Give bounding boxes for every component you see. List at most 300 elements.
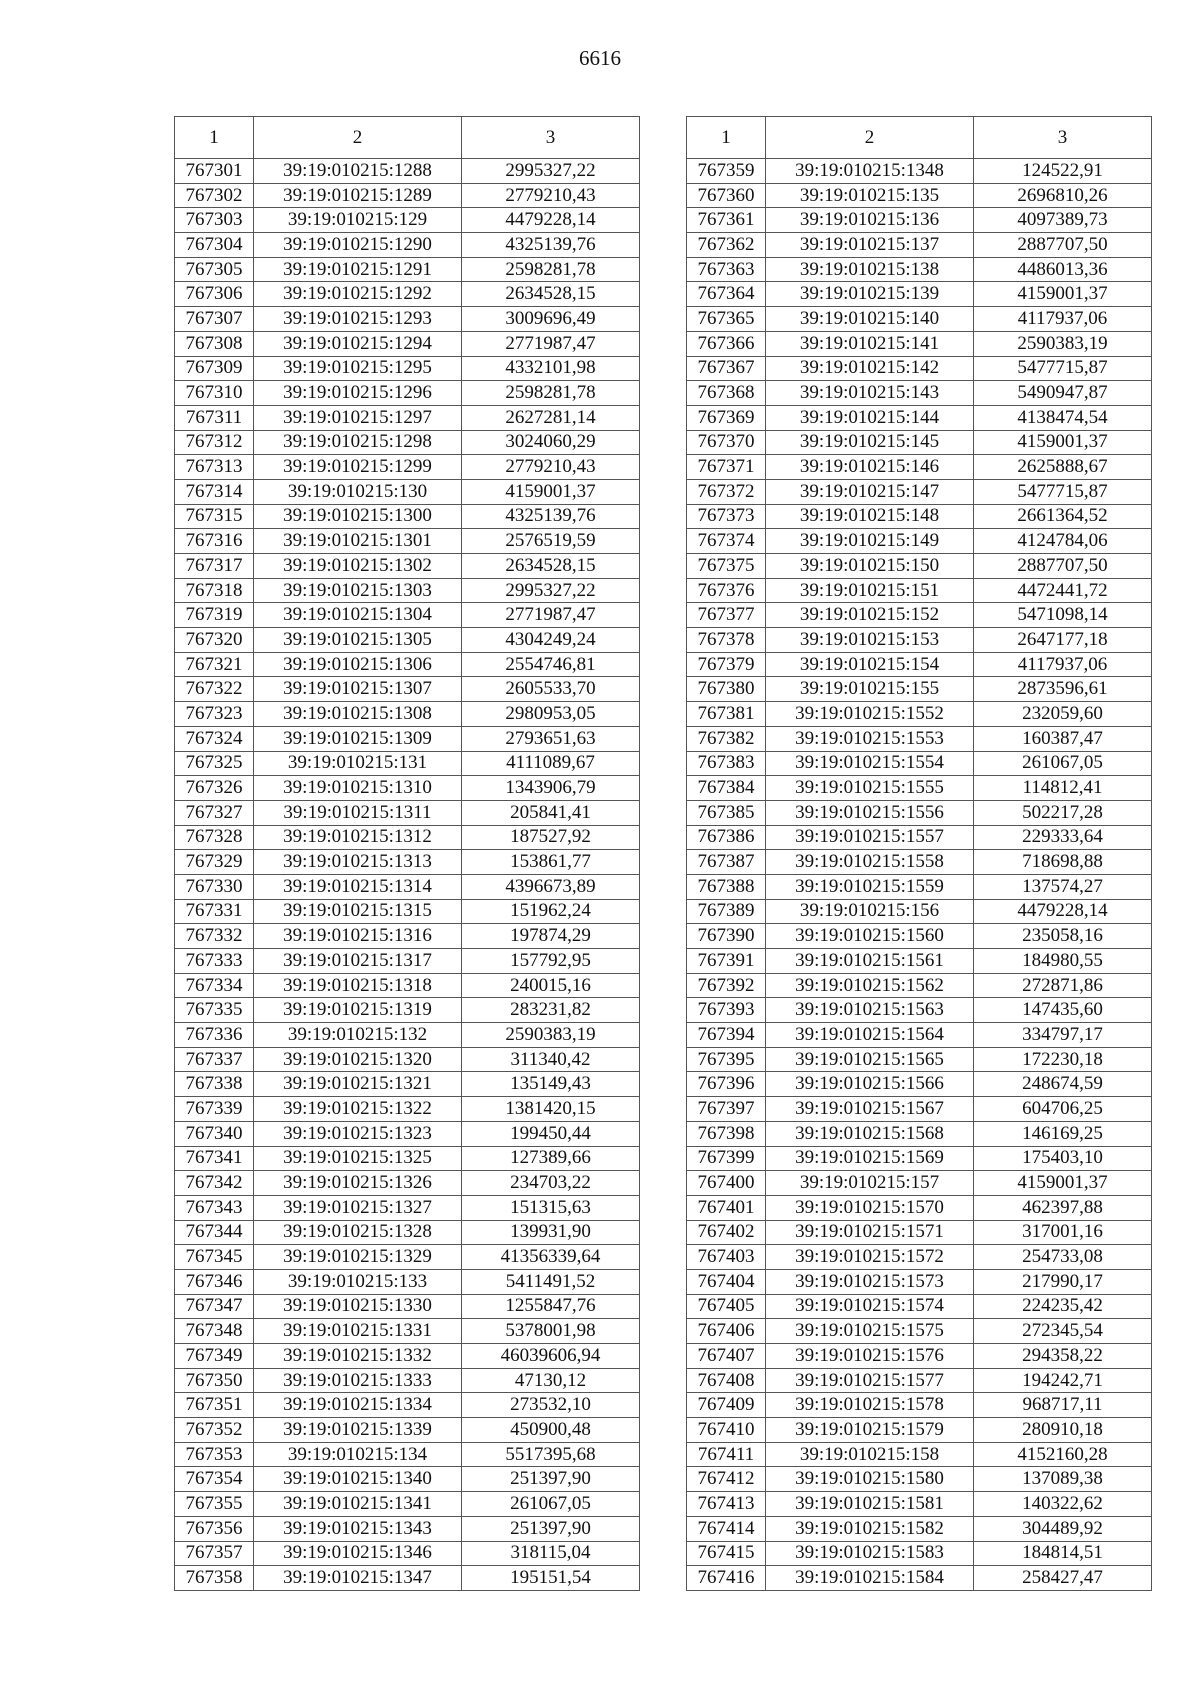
cadastral-number-cell: 39:19:010215:1339 [254, 1418, 462, 1443]
cadastral-number-cell: 39:19:010215:134 [254, 1442, 462, 1467]
row-number-cell: 767360 [687, 183, 766, 208]
value-cell: 4304249,24 [462, 628, 640, 653]
cadastral-number-cell: 39:19:010215:130 [254, 479, 462, 504]
row-number-cell: 767335 [175, 998, 254, 1023]
table-row [175, 726, 640, 751]
table-row [175, 1171, 640, 1196]
value-cell: 2554746,81 [462, 652, 640, 677]
value-cell: 184980,55 [974, 949, 1152, 974]
row-number-cell: 767401 [687, 1195, 766, 1220]
row-number-cell: 767348 [175, 1319, 254, 1344]
value-cell: 3009696,49 [462, 307, 640, 332]
row-number-cell: 767351 [175, 1393, 254, 1418]
table-row [687, 233, 1152, 258]
cadastral-number-cell: 39:19:010215:1289 [254, 183, 462, 208]
value-cell: 280910,18 [974, 1418, 1152, 1443]
value-cell: 197874,29 [462, 924, 640, 949]
table-row [687, 1097, 1152, 1122]
row-number-cell: 767334 [175, 973, 254, 998]
row-number-cell: 767392 [687, 973, 766, 998]
table-row [175, 1146, 640, 1171]
value-cell: 4159001,37 [974, 430, 1152, 455]
value-cell: 4159001,37 [974, 282, 1152, 307]
table-row [175, 183, 640, 208]
cadastral-number-cell: 39:19:010215:1563 [766, 998, 974, 1023]
cadastral-number-cell: 39:19:010215:1579 [766, 1418, 974, 1443]
table-row [687, 1492, 1152, 1517]
value-cell: 234703,22 [462, 1171, 640, 1196]
row-number-cell: 767301 [175, 159, 254, 184]
row-number-cell: 767397 [687, 1097, 766, 1122]
value-cell: 258427,47 [974, 1566, 1152, 1591]
value-cell: 2771987,47 [462, 331, 640, 356]
table-row [687, 1023, 1152, 1048]
cadastral-number-cell: 39:19:010215:1292 [254, 282, 462, 307]
row-number-cell: 767410 [687, 1418, 766, 1443]
value-cell: 318115,04 [462, 1541, 640, 1566]
cadastral-number-cell: 39:19:010215:1574 [766, 1294, 974, 1319]
row-number-cell: 767316 [175, 529, 254, 554]
table-row [175, 1566, 640, 1591]
row-number-cell: 767330 [175, 874, 254, 899]
value-cell: 2598281,78 [462, 257, 640, 282]
value-cell: 2873596,61 [974, 677, 1152, 702]
table-row [687, 1418, 1152, 1443]
row-number-cell: 767304 [175, 233, 254, 258]
cadastral-number-cell: 39:19:010215:1584 [766, 1566, 974, 1591]
value-cell: 137574,27 [974, 874, 1152, 899]
cadastral-number-cell: 39:19:010215:1346 [254, 1541, 462, 1566]
value-cell: 5477715,87 [974, 356, 1152, 381]
value-cell: 235058,16 [974, 924, 1152, 949]
row-number-cell: 767412 [687, 1467, 766, 1492]
row-number-cell: 767328 [175, 825, 254, 850]
table-row [175, 1319, 640, 1344]
row-number-cell: 767332 [175, 924, 254, 949]
value-cell: 114812,41 [974, 776, 1152, 801]
value-cell: 604706,25 [974, 1097, 1152, 1122]
cadastral-number-cell: 39:19:010215:1566 [766, 1072, 974, 1097]
row-number-cell: 767416 [687, 1566, 766, 1591]
row-number-cell: 767366 [687, 331, 766, 356]
value-cell: 272345,54 [974, 1319, 1152, 1344]
row-number-cell: 767402 [687, 1220, 766, 1245]
table-row [175, 529, 640, 554]
value-cell: 502217,28 [974, 800, 1152, 825]
table-row [175, 1121, 640, 1146]
row-number-cell: 767336 [175, 1023, 254, 1048]
table-row [687, 1393, 1152, 1418]
row-number-cell: 767398 [687, 1121, 766, 1146]
column-header-3: 3 [462, 117, 640, 159]
table-row [175, 825, 640, 850]
cadastral-number-cell: 39:19:010215:1318 [254, 973, 462, 998]
value-cell: 217990,17 [974, 1269, 1152, 1294]
table-row [687, 1220, 1152, 1245]
value-cell: 1255847,76 [462, 1294, 640, 1319]
value-cell: 2779210,43 [462, 183, 640, 208]
value-cell: 137089,38 [974, 1467, 1152, 1492]
table-row [175, 1393, 640, 1418]
table-row [175, 455, 640, 480]
row-number-cell: 767331 [175, 899, 254, 924]
row-number-cell: 767408 [687, 1368, 766, 1393]
cadastral-number-cell: 39:19:010215:1288 [254, 159, 462, 184]
row-number-cell: 767361 [687, 208, 766, 233]
cadastral-number-cell: 39:19:010215:1332 [254, 1344, 462, 1369]
cadastral-number-cell: 39:19:010215:1568 [766, 1121, 974, 1146]
table-row [175, 282, 640, 307]
cadastral-number-cell: 39:19:010215:158 [766, 1442, 974, 1467]
cadastral-number-cell: 39:19:010215:1297 [254, 405, 462, 430]
row-number-cell: 767394 [687, 1023, 766, 1048]
value-cell: 199450,44 [462, 1121, 640, 1146]
row-number-cell: 767347 [175, 1294, 254, 1319]
row-number-cell: 767378 [687, 628, 766, 653]
cadastral-number-cell: 39:19:010215:1567 [766, 1097, 974, 1122]
cadastral-number-cell: 39:19:010215:1320 [254, 1047, 462, 1072]
row-number-cell: 767381 [687, 702, 766, 727]
table-row [687, 455, 1152, 480]
table-row [175, 628, 640, 653]
cadastral-number-cell: 39:19:010215:1328 [254, 1220, 462, 1245]
table-row [175, 381, 640, 406]
row-number-cell: 767409 [687, 1393, 766, 1418]
cadastral-number-cell: 39:19:010215:1557 [766, 825, 974, 850]
row-number-cell: 767396 [687, 1072, 766, 1097]
value-cell: 187527,92 [462, 825, 640, 850]
row-number-cell: 767337 [175, 1047, 254, 1072]
cadastral-number-cell: 39:19:010215:143 [766, 381, 974, 406]
cadastral-number-cell: 39:19:010215:1298 [254, 430, 462, 455]
cadastral-number-cell: 39:19:010215:1565 [766, 1047, 974, 1072]
value-cell: 124522,91 [974, 159, 1152, 184]
value-cell: 450900,48 [462, 1418, 640, 1443]
cadastral-number-cell: 39:19:010215:1321 [254, 1072, 462, 1097]
row-number-cell: 767327 [175, 800, 254, 825]
row-number-cell: 767405 [687, 1294, 766, 1319]
value-cell: 5471098,14 [974, 603, 1152, 628]
table-right-header [687, 117, 1152, 159]
table-row [175, 1541, 640, 1566]
table-row [687, 702, 1152, 727]
cadastral-number-cell: 39:19:010215:149 [766, 529, 974, 554]
cadastral-number-cell: 39:19:010215:138 [766, 257, 974, 282]
cadastral-number-cell: 39:19:010215:1301 [254, 529, 462, 554]
cadastral-number-cell: 39:19:010215:136 [766, 208, 974, 233]
cadastral-number-cell: 39:19:010215:1325 [254, 1146, 462, 1171]
value-cell: 151962,24 [462, 899, 640, 924]
value-cell: 41356339,64 [462, 1245, 640, 1270]
value-cell: 151315,63 [462, 1195, 640, 1220]
value-cell: 2634528,15 [462, 282, 640, 307]
cadastral-number-cell: 39:19:010215:154 [766, 652, 974, 677]
value-cell: 147435,60 [974, 998, 1152, 1023]
cadastral-number-cell: 39:19:010215:151 [766, 578, 974, 603]
cadastral-number-cell: 39:19:010215:1580 [766, 1467, 974, 1492]
table-row [175, 1442, 640, 1467]
table-left-body [175, 159, 640, 1591]
value-cell: 3024060,29 [462, 430, 640, 455]
cadastral-number-cell: 39:19:010215:1329 [254, 1245, 462, 1270]
value-cell: 135149,43 [462, 1072, 640, 1097]
row-number-cell: 767329 [175, 850, 254, 875]
row-number-cell: 767368 [687, 381, 766, 406]
row-number-cell: 767375 [687, 554, 766, 579]
table-row [687, 504, 1152, 529]
value-cell: 5477715,87 [974, 479, 1152, 504]
table-row [687, 356, 1152, 381]
row-number-cell: 767395 [687, 1047, 766, 1072]
value-cell: 4124784,06 [974, 529, 1152, 554]
value-cell: 153861,77 [462, 850, 640, 875]
row-number-cell: 767315 [175, 504, 254, 529]
table-left [174, 116, 640, 1591]
table-row [175, 998, 640, 1023]
row-number-cell: 767370 [687, 430, 766, 455]
table-row [687, 1319, 1152, 1344]
value-cell: 4159001,37 [462, 479, 640, 504]
cadastral-number-cell: 39:19:010215:132 [254, 1023, 462, 1048]
cadastral-number-cell: 39:19:010215:1554 [766, 751, 974, 776]
table-row [175, 1368, 640, 1393]
value-cell: 4152160,28 [974, 1442, 1152, 1467]
row-number-cell: 767403 [687, 1245, 766, 1270]
cadastral-number-cell: 39:19:010215:1341 [254, 1492, 462, 1517]
cadastral-number-cell: 39:19:010215:1333 [254, 1368, 462, 1393]
cadastral-number-cell: 39:19:010215:140 [766, 307, 974, 332]
value-cell: 157792,95 [462, 949, 640, 974]
value-cell: 2779210,43 [462, 455, 640, 480]
table-row [687, 307, 1152, 332]
row-number-cell: 767358 [175, 1566, 254, 1591]
table-row [175, 257, 640, 282]
cadastral-number-cell: 39:19:010215:135 [766, 183, 974, 208]
value-cell: 2995327,22 [462, 159, 640, 184]
table-row [175, 924, 640, 949]
value-cell: 4097389,73 [974, 208, 1152, 233]
cadastral-number-cell: 39:19:010215:1582 [766, 1516, 974, 1541]
row-number-cell: 767380 [687, 677, 766, 702]
row-number-cell: 767386 [687, 825, 766, 850]
row-number-cell: 767400 [687, 1171, 766, 1196]
cadastral-number-cell: 39:19:010215:1317 [254, 949, 462, 974]
value-cell: 2771987,47 [462, 603, 640, 628]
value-cell: 272871,86 [974, 973, 1152, 998]
table-row [175, 331, 640, 356]
cadastral-number-cell: 39:19:010215:1343 [254, 1516, 462, 1541]
value-cell: 2598281,78 [462, 381, 640, 406]
cadastral-number-cell: 39:19:010215:1572 [766, 1245, 974, 1270]
cadastral-number-cell: 39:19:010215:1578 [766, 1393, 974, 1418]
table-row [175, 1245, 640, 1270]
value-cell: 4486013,36 [974, 257, 1152, 282]
row-number-cell: 767364 [687, 282, 766, 307]
page-number: 6616 [579, 46, 621, 70]
cadastral-number-cell: 39:19:010215:1562 [766, 973, 974, 998]
row-number-cell: 767379 [687, 652, 766, 677]
row-number-cell: 767367 [687, 356, 766, 381]
value-cell: 311340,42 [462, 1047, 640, 1072]
table-row [175, 677, 640, 702]
cadastral-number-cell: 39:19:010215:139 [766, 282, 974, 307]
cadastral-number-cell: 39:19:010215:1577 [766, 1368, 974, 1393]
value-cell: 4138474,54 [974, 405, 1152, 430]
value-cell: 251397,90 [462, 1516, 640, 1541]
table-row [175, 899, 640, 924]
table-row [175, 800, 640, 825]
row-number-cell: 767320 [175, 628, 254, 653]
value-cell: 127389,66 [462, 1146, 640, 1171]
value-cell: 1343906,79 [462, 776, 640, 801]
table-row [687, 1566, 1152, 1591]
cadastral-number-cell: 39:19:010215:147 [766, 479, 974, 504]
row-number-cell: 767350 [175, 1368, 254, 1393]
value-cell: 718698,88 [974, 850, 1152, 875]
table-right [686, 116, 1152, 1591]
table-row [687, 1269, 1152, 1294]
table-row [175, 949, 640, 974]
cadastral-number-cell: 39:19:010215:1307 [254, 677, 462, 702]
table-row [175, 1023, 640, 1048]
cadastral-number-cell: 39:19:010215:1290 [254, 233, 462, 258]
table-row [175, 1047, 640, 1072]
row-number-cell: 767355 [175, 1492, 254, 1517]
table-row [175, 504, 640, 529]
row-number-cell: 767326 [175, 776, 254, 801]
table-row [687, 1146, 1152, 1171]
cadastral-number-cell: 39:19:010215:157 [766, 1171, 974, 1196]
table-row [687, 405, 1152, 430]
table-row [175, 578, 640, 603]
cadastral-number-cell: 39:19:010215:156 [766, 899, 974, 924]
value-cell: 2625888,67 [974, 455, 1152, 480]
row-number-cell: 767357 [175, 1541, 254, 1566]
value-cell: 4396673,89 [462, 874, 640, 899]
table-row [687, 1195, 1152, 1220]
cadastral-number-cell: 39:19:010215:1581 [766, 1492, 974, 1517]
table-row [687, 183, 1152, 208]
cadastral-number-cell: 39:19:010215:1299 [254, 455, 462, 480]
cadastral-number-cell: 39:19:010215:1347 [254, 1566, 462, 1591]
table-row [687, 331, 1152, 356]
table-row [687, 998, 1152, 1023]
row-number-cell: 767413 [687, 1492, 766, 1517]
row-number-cell: 767390 [687, 924, 766, 949]
row-number-cell: 767363 [687, 257, 766, 282]
value-cell: 2605533,70 [462, 677, 640, 702]
row-number-cell: 767385 [687, 800, 766, 825]
row-number-cell: 767362 [687, 233, 766, 258]
cadastral-number-cell: 39:19:010215:144 [766, 405, 974, 430]
table-row [687, 1047, 1152, 1072]
value-cell: 139931,90 [462, 1220, 640, 1245]
cadastral-number-cell: 39:19:010215:137 [766, 233, 974, 258]
table-row [687, 430, 1152, 455]
value-cell: 4117937,06 [974, 652, 1152, 677]
value-cell: 5378001,98 [462, 1319, 640, 1344]
table-row [687, 800, 1152, 825]
table-row [687, 529, 1152, 554]
row-number-cell: 767372 [687, 479, 766, 504]
row-number-cell: 767313 [175, 455, 254, 480]
value-cell: 968717,11 [974, 1393, 1152, 1418]
row-number-cell: 767382 [687, 726, 766, 751]
row-number-cell: 767342 [175, 1171, 254, 1196]
value-cell: 229333,64 [974, 825, 1152, 850]
table-row [687, 924, 1152, 949]
cadastral-number-cell: 39:19:010215:1576 [766, 1344, 974, 1369]
row-number-cell: 767399 [687, 1146, 766, 1171]
row-number-cell: 767383 [687, 751, 766, 776]
row-number-cell: 767310 [175, 381, 254, 406]
cadastral-number-cell: 39:19:010215:153 [766, 628, 974, 653]
cadastral-number-cell: 39:19:010215:155 [766, 677, 974, 702]
cadastral-number-cell: 39:19:010215:1560 [766, 924, 974, 949]
table-row [687, 1171, 1152, 1196]
value-cell: 254733,08 [974, 1245, 1152, 1270]
table-row [687, 949, 1152, 974]
row-number-cell: 767340 [175, 1121, 254, 1146]
table-row [175, 1492, 640, 1517]
cadastral-number-cell: 39:19:010215:1303 [254, 578, 462, 603]
cadastral-number-cell: 39:19:010215:1291 [254, 257, 462, 282]
cadastral-number-cell: 39:19:010215:1294 [254, 331, 462, 356]
row-number-cell: 767371 [687, 455, 766, 480]
value-cell: 47130,12 [462, 1368, 640, 1393]
cadastral-number-cell: 39:19:010215:1348 [766, 159, 974, 184]
row-number-cell: 767349 [175, 1344, 254, 1369]
row-number-cell: 767333 [175, 949, 254, 974]
row-number-cell: 767376 [687, 578, 766, 603]
value-cell: 273532,10 [462, 1393, 640, 1418]
row-number-cell: 767341 [175, 1146, 254, 1171]
table-row [687, 1072, 1152, 1097]
table-row [175, 159, 640, 184]
value-cell: 205841,41 [462, 800, 640, 825]
row-number-cell: 767321 [175, 652, 254, 677]
row-number-cell: 767393 [687, 998, 766, 1023]
row-number-cell: 767406 [687, 1319, 766, 1344]
value-cell: 224235,42 [974, 1294, 1152, 1319]
row-number-cell: 767302 [175, 183, 254, 208]
value-cell: 184814,51 [974, 1541, 1152, 1566]
table-row [175, 356, 640, 381]
value-cell: 2590383,19 [462, 1023, 640, 1048]
column-header-3: 3 [974, 117, 1152, 159]
value-cell: 175403,10 [974, 1146, 1152, 1171]
table-right-body [687, 159, 1152, 1591]
row-number-cell: 767322 [175, 677, 254, 702]
table-row [175, 233, 640, 258]
cadastral-number-cell: 39:19:010215:1569 [766, 1146, 974, 1171]
table-row [687, 1294, 1152, 1319]
table-row [687, 776, 1152, 801]
table-row [687, 1121, 1152, 1146]
table-row [687, 1541, 1152, 1566]
cadastral-number-cell: 39:19:010215:1305 [254, 628, 462, 653]
value-cell: 2627281,14 [462, 405, 640, 430]
row-number-cell: 767309 [175, 356, 254, 381]
table-row [175, 405, 640, 430]
table-row [175, 1516, 640, 1541]
column-header-2: 2 [254, 117, 462, 159]
table-row [687, 1368, 1152, 1393]
table-row [175, 430, 640, 455]
cadastral-number-cell: 39:19:010215:131 [254, 751, 462, 776]
value-cell: 261067,05 [974, 751, 1152, 776]
table-row [687, 381, 1152, 406]
